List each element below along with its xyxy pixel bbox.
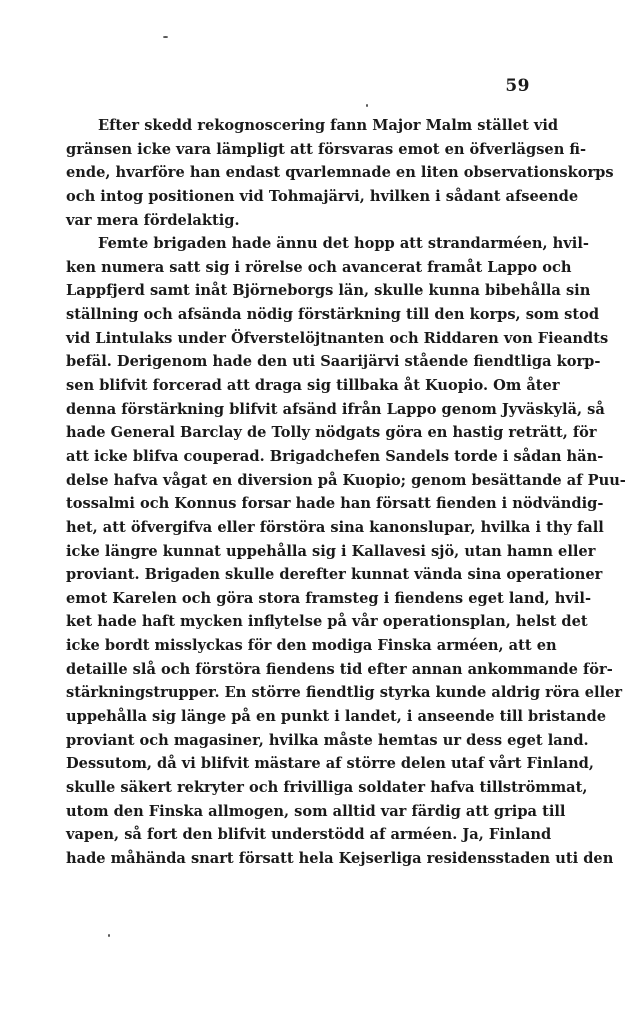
text-line: var mera fördelaktig. <box>66 211 240 229</box>
text-line: vid Lintulaks under Öfverstelöjtnanten och Riddaren von Fieandts <box>66 329 609 347</box>
text-line: hade måhända snart försatt hela Kejserliga residensstaden uti den <box>66 849 614 867</box>
text-line: utom den Finska allmogen, som alltid var färdig att gripa till <box>66 802 566 820</box>
text-line: ende, hvarföre han endast qvarlemnade en liten observationskorps <box>66 164 614 182</box>
text-line: ket hade haft mycken inflytelse på vår operationsplan, helst det <box>66 613 588 631</box>
body-text <box>66 114 626 871</box>
text-line: het, att öfvergifva eller förstöra sina kanonslupar, hvilka i thy fall <box>66 518 604 536</box>
text-line: denna förstärkning blifvit afsänd ifrån Lappo genom Jyväskylä, så <box>66 400 605 418</box>
text-line: befäl. Derigenom hade den uti Saarijärvi stående fiendtliga korp- <box>66 353 601 371</box>
text-line: att icke blifva couperad. Brigadchefen Sandels torde i sådan hän- <box>66 447 604 465</box>
text-line: ken numera satt sig i rörelse och avancerat framåt Lappo och <box>66 258 572 276</box>
text-line: Lappfjerd samt inåt Björneborgs län, skulle kunna bibehålla sin <box>66 282 591 300</box>
text-line: tossalmi och Konnus forsar hade han försatt fienden i nödvändig- <box>66 495 604 513</box>
text-line: och intog positionen vid Tohmajärvi, hvilken i sådant afseende <box>66 187 579 205</box>
text-line: detaille slå och förstöra fiendens tid efter annan ankommande för- <box>66 660 613 678</box>
text-line: emot Karelen och göra stora framsteg i fiendens eget land, hvil- <box>66 589 592 607</box>
text-line: hade General Barclay de Tolly nödgats göra en hastig reträtt, för <box>66 424 597 442</box>
text-line: ställning och afsända nödig förstärkning till den korps, som stod <box>66 306 600 324</box>
text-line: uppehålla sig länge på en punkt i landet, i anseende till bristande <box>66 708 606 726</box>
print-speck <box>108 934 110 937</box>
text-line: Efter skedd rekognoscering fann Major Malm stället vid <box>98 117 559 134</box>
text-line: stärkningstrupper. En större fiendtlig styrka kunde aldrig röra eller <box>66 684 623 702</box>
text-line: proviant och magasiner, hvilka måste hemtas ur dess eget land. <box>66 731 589 749</box>
text-line: sen blifvit forcerad att draga sig tillbaka åt Kuopio. Om åter <box>66 377 560 395</box>
text-line: delse hafva vågat en diversion på Kuopio; genom besättande af Puu- <box>66 471 626 489</box>
print-speck <box>366 104 368 107</box>
text-line: proviant. Brigaden skulle derefter kunnat vända sina operationer <box>66 566 603 584</box>
page-number: 59 <box>505 76 530 96</box>
text-line: gränsen icke vara lämpligt att försvaras emot en öfverlägsen fi- <box>66 140 587 158</box>
text-line: Femte brigaden hade ännu det hopp att strandarméen, hvil- <box>98 235 589 253</box>
text-line: icke bordt misslyckas för den modiga Finska arméen, att en <box>66 637 557 655</box>
print-speck <box>163 36 168 38</box>
text-line: icke längre kunnat uppehålla sig i Kallavesi sjö, utan hamn eller <box>66 542 596 560</box>
text-line: skulle säkert rekryter och frivilliga soldater hafva tillströmmat, <box>66 778 588 796</box>
text-line: Dessutom, då vi blifvit mästare af större delen utaf vårt Finland, <box>66 755 594 773</box>
text-line: vapen, så fort den blifvit understödd af arméen. Ja, Finland <box>66 826 552 844</box>
